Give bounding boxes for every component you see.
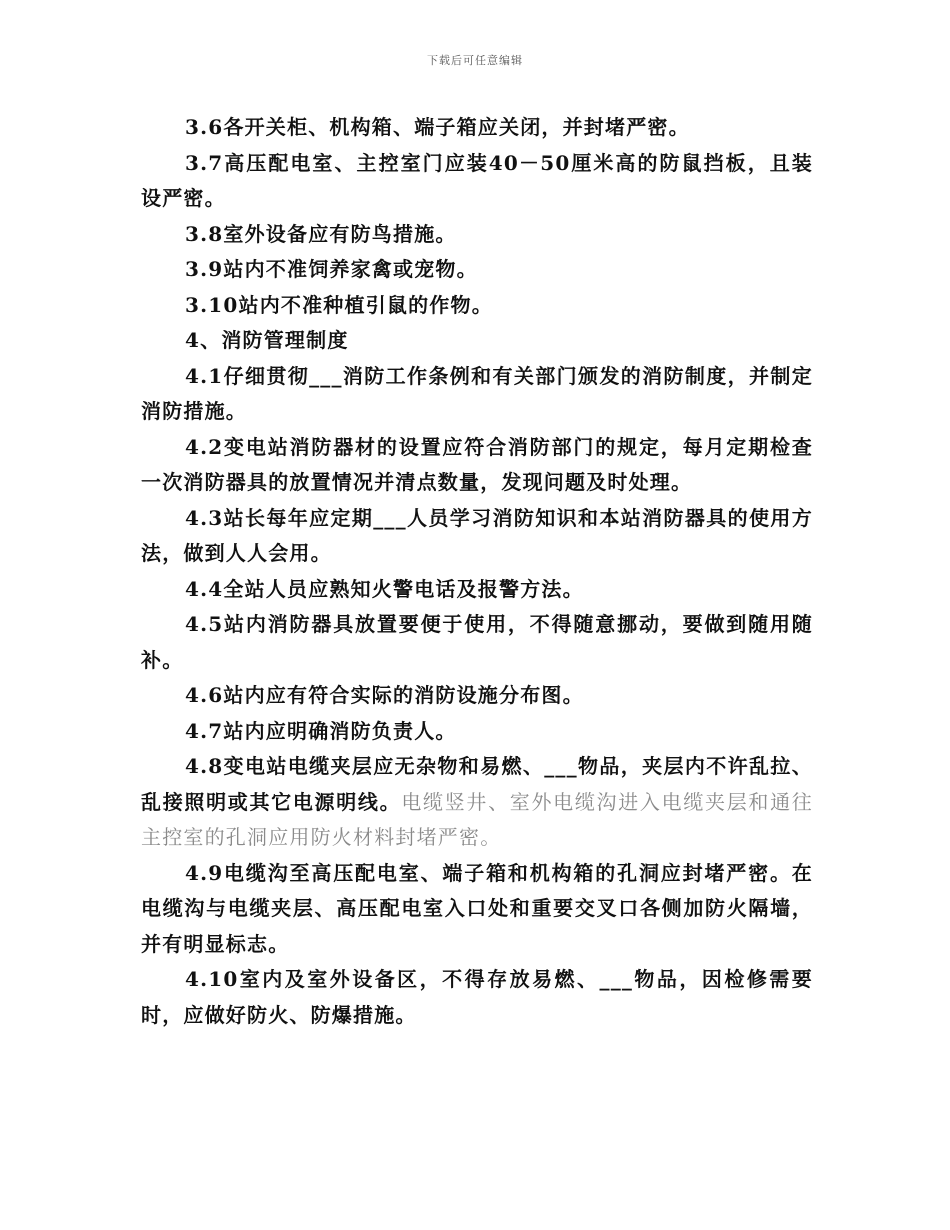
paragraph-4-4: 4.4全站人员应熟知火警电话及报警方法。 (185, 576, 584, 601)
paragraph-4-2: 4.2变电站消防器材的设置应符合消防部门的规定，每月定期检查一次消防器具的放置情况并清点数量，发现问题及时处理。 (141, 434, 813, 494)
paragraph-3-7: 3.7高压配电室、主控室门应装40－50厘米高的防鼠挡板，且装设严密。 (141, 150, 813, 210)
paragraph-3-6: 3.6各开关柜、机构箱、端子箱应关闭，并封堵严密。 (185, 115, 690, 139)
paragraph-3-10: 3.10站内不准种植引鼠的作物。 (185, 292, 493, 317)
paragraph-4-8-light: 电缆竖井、室外电缆沟进入电缆夹层和通往主控室的孔洞应用防火材料封堵严密。 (141, 789, 813, 849)
paragraph-4-10: 4.10室内及室外设备区，不得存放易燃、___物品，因检修需要时，应做好防火、防爆措施。 (141, 967, 813, 1027)
paragraph-4-5: 4.5站内消防器具放置要便于使用，不得随意挪动，要做到随用随补。 (141, 612, 813, 672)
paragraph-4-9: 4.9电缆沟至高压配电室、端子箱和机构箱的孔洞应封堵严密。在电缆沟与电缆夹层、高压配电室入口处和重要交叉口各侧加防火隔墙，并有明显标志。 (141, 860, 813, 956)
header-note: 下载后可任意编辑 (427, 54, 523, 67)
paragraph-4-8-main: 4.8变电站电缆夹层应无杂物和易燃、___物品，夹层内不许乱拉、乱接照明或其它电源明线。 (141, 754, 813, 814)
paragraph-4-1: 4.1仔细贯彻___消防工作条例和有关部门颁发的消防制度，并制定消防措施。 (141, 363, 813, 423)
paragraph-4-6: 4.6站内应有符合实际的消防设施分布图。 (185, 683, 584, 707)
paragraph-4-7: 4.7站内应明确消防负责人。 (185, 718, 457, 743)
section-heading-4: 4、消防管理制度 (185, 328, 349, 352)
paragraph-4-8 (141, 749, 813, 856)
document-body (141, 110, 813, 1033)
paragraph-3-8: 3.8室外设备应有防鸟措施。 (185, 221, 457, 246)
paragraph-3-9: 3.9站内不准饲养家禽或宠物。 (185, 257, 478, 281)
paragraph-4-3: 4.3站长每年应定期___人员学习消防知识和本站消防器具的使用方法，做到人人会用。 (141, 505, 813, 565)
